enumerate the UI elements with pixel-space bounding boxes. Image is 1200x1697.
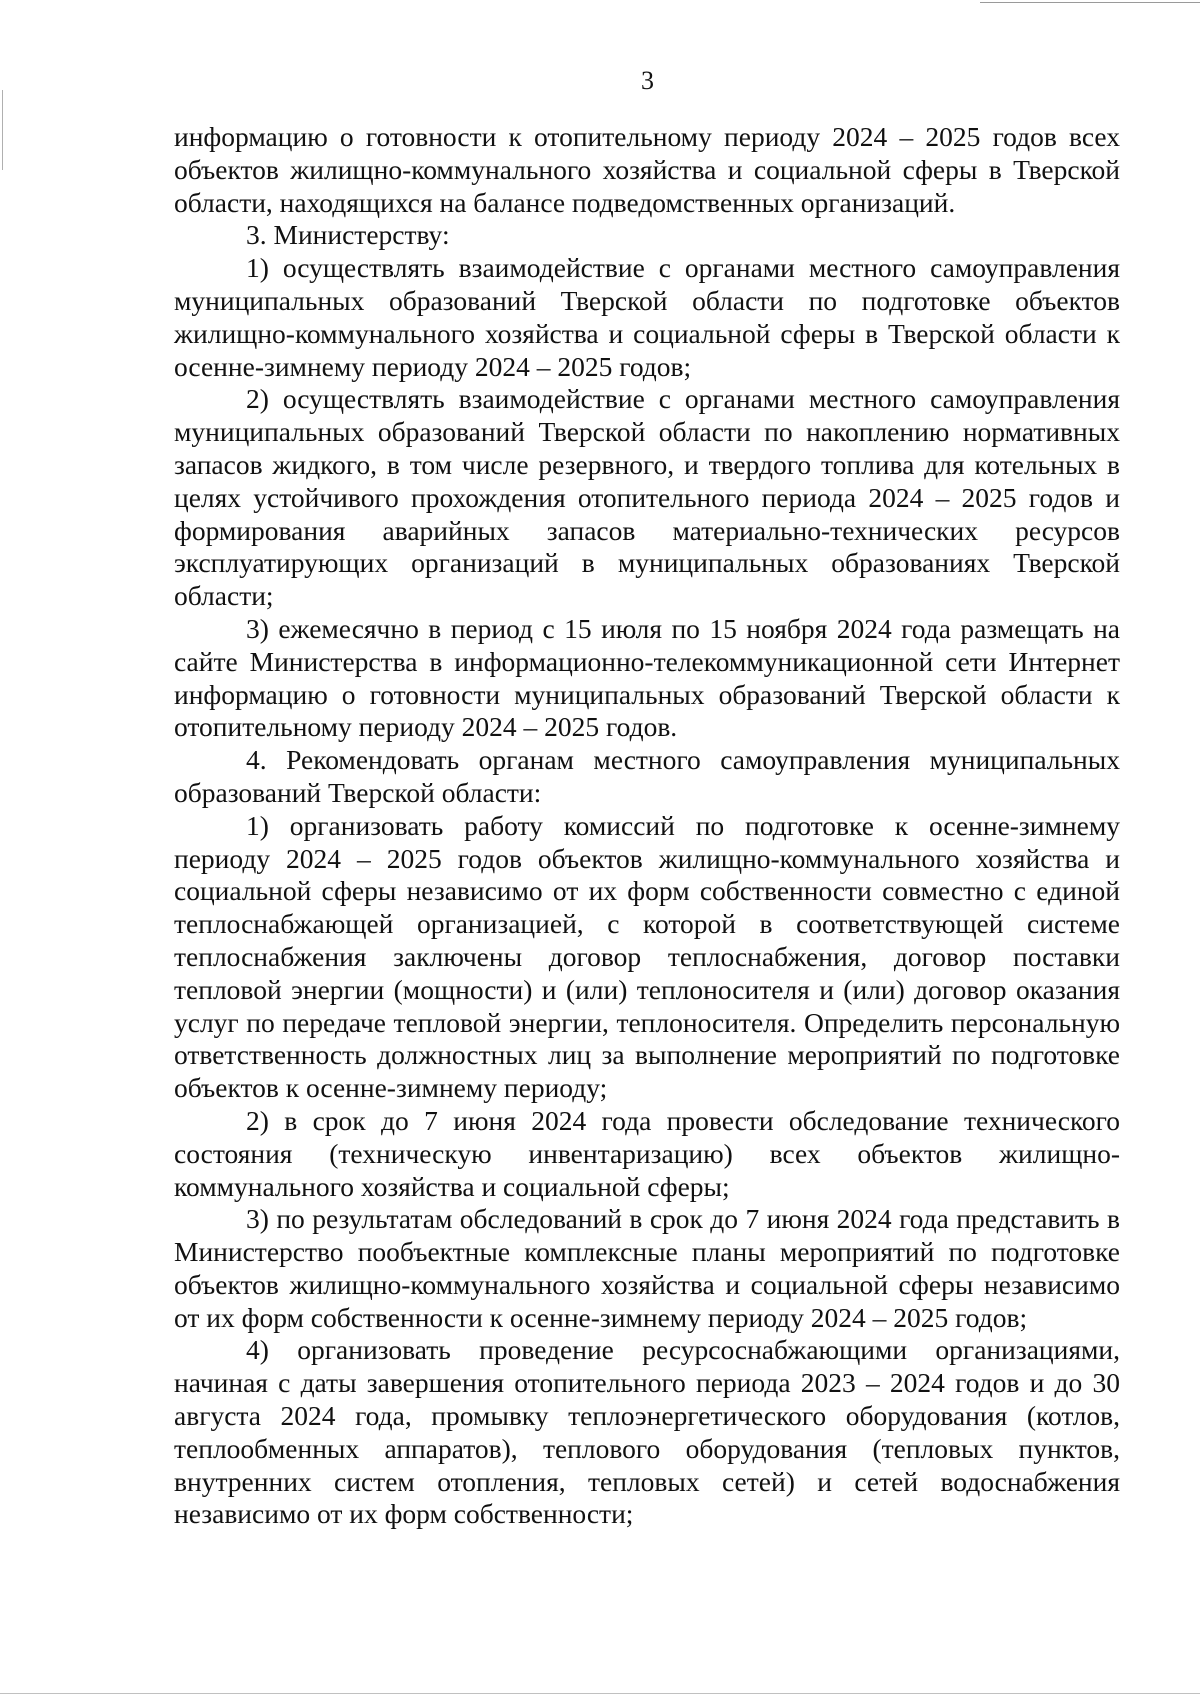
page-number: 3 [641,66,654,95]
paragraph-4-1: 1) организовать работу комиссий по подготовке к осенне-зимнему периоду 2024 – 2025 годов объектов жилищно-коммунального хозяйства и социальной сферы независимо от их форм собственности совместно с единой теплоснабжающей организацией, с которой в соответствующей системе теплоснабжения заключены договор теплоснабжения, договор поставки тепловой энергии (мощности) и (или) теплоносителя и (или) договор оказания услуг по передаче тепловой энергии, теплоносителя. Определить персональную ответственность должностных лиц за выполнение мероприятий по подготовке объектов к осенне-зимнему периоду; [174,809,1120,1104]
paragraph-3-3: 3) ежемесячно в период с 15 июля по 15 ноября 2024 года размещать на сайте Министерства в информационно-телекоммуникационной сети Интернет информацию о готовности муниципальных образований Тверской области к отопительному периоду 2024 – 2025 годов. [174,612,1120,743]
paragraph-section-3-heading: 3. Министерству: [246,219,450,251]
scan-edge-bottom [0,1693,1200,1694]
paragraph-4-2: 2) в срок до 7 июня 2024 года провести обследование технического состояния (техническую инвентаризацию) всех объектов жилищно-коммунального хозяйства и социальной сферы; [174,1104,1120,1202]
paragraph-4-4: 4) организовать проведение ресурсоснабжающими организациями, начиная с даты завершения отопительного периода 2023 – 2024 годов и до 30 августа 2024 года, промывку теплоэнергетического оборудования (котлов, теплообменных аппаратов), теплового оборудования (тепловых пунктов, внутренних систем отопления, тепловых сетей) и сетей водоснабжения независимо от их форм собственности; [174,1334,1120,1530]
scan-edge-top [980,2,1200,3]
scan-edge-left [2,90,3,170]
paragraph-3-1: 1) осуществлять взаимодействие с органами местного самоуправления муниципальных образований Тверской области по подготовке объектов жилищно-коммунального хозяйства и социальной сферы в Тверской области к осенне-зимнему периоду 2024 – 2025 годов; [174,252,1120,382]
paragraph-4-3: 3) по результатам обследований в срок до 7 июня 2024 года представить в Министерство пообъектные комплексные планы мероприятий по подготовке объектов жилищно-коммунального хозяйства и социальной сферы независимо от их форм собственности к осенне-зимнему периоду 2024 – 2025 годов; [174,1203,1120,1333]
document-body [174,121,1120,1531]
paragraph-3-2: 2) осуществлять взаимодействие с органами местного самоуправления муниципальных образований Тверской области по накоплению нормативных запасов жидкого, в том числе резервного, и твердого топлива для котельных в целях устойчивого прохождения отопительного периода 2024 – 2025 годов и формирования аварийных запасов материально-технических ресурсов эксплуатирующих организаций в муниципальных образованиях Тверской области; [174,383,1120,612]
paragraph-section-4-heading: 4. Рекомендовать органам местного самоуправления муниципальных образований Тверской области: [174,744,1120,808]
paragraph-continuation: информацию о готовности к отопительному периоду 2024 – 2025 годов всех объектов жилищно-коммунального хозяйства и социальной сферы в Тверской области, находящихся на балансе подведомственных организаций. [174,121,1120,218]
